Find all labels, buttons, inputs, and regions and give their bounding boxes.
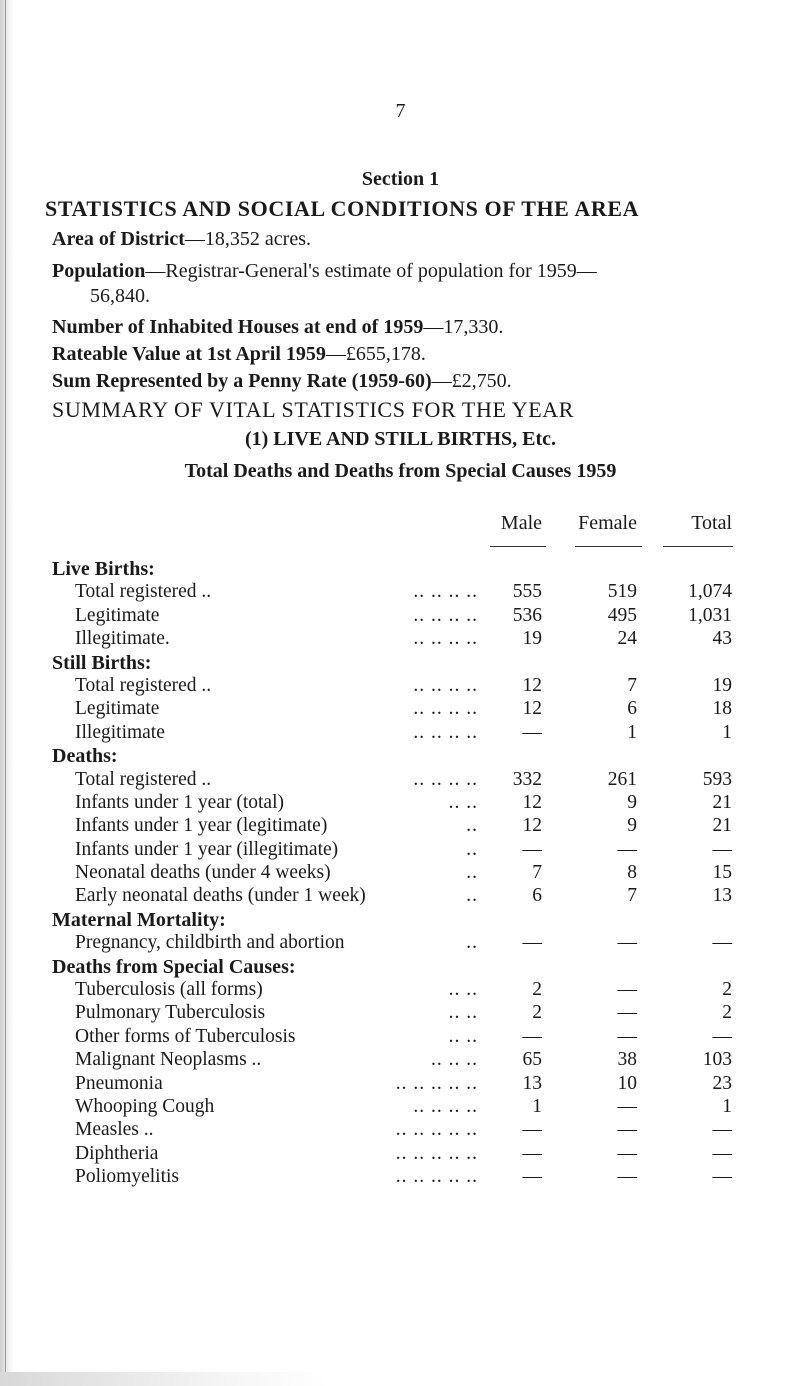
table-row xyxy=(0,1049,801,1072)
female-value: 495 xyxy=(607,604,637,626)
female-value: — xyxy=(617,1142,637,1164)
male-value: — xyxy=(522,932,542,954)
table-row xyxy=(0,1096,801,1119)
rateable-value: —£655,178. xyxy=(325,343,426,365)
male-value: 12 xyxy=(522,815,542,837)
female-value: — xyxy=(617,1095,637,1117)
area-label: Area of District xyxy=(52,228,185,250)
total-value: 15 xyxy=(712,862,732,884)
rateable-label: Rateable Value at 1st April 1959 xyxy=(52,343,326,365)
table-row xyxy=(0,932,801,955)
male-value: 19 xyxy=(522,628,542,650)
table-group-heading xyxy=(0,652,801,675)
leader-dots: .. xyxy=(466,862,478,884)
male-value: — xyxy=(522,1142,542,1164)
leader-dots: .. .. xyxy=(448,1002,478,1024)
subtitle-deaths: Total Deaths and Deaths from Special Causes 1959 xyxy=(184,460,617,482)
leader-dots: .. .. .. .. xyxy=(413,1095,478,1117)
female-value: 9 xyxy=(627,815,637,837)
table-row xyxy=(0,1119,801,1142)
population-label: Population xyxy=(52,260,146,282)
area-line xyxy=(52,228,311,251)
female-value: 7 xyxy=(627,885,637,907)
total-value: — xyxy=(712,1025,732,1047)
total-value: 2 xyxy=(722,1002,732,1024)
row-label: Total registered .. xyxy=(75,581,212,603)
table-row xyxy=(0,605,801,628)
male-value: 2 xyxy=(532,979,542,1001)
male-value: 2 xyxy=(532,1002,542,1024)
column-header-male: Male xyxy=(500,512,542,534)
leader-dots: .. .. .. .. .. xyxy=(395,1142,478,1164)
population-value-2: 56,840. xyxy=(90,285,150,307)
group-label: Deaths: xyxy=(52,745,118,768)
row-label: Infants under 1 year (total) xyxy=(75,791,284,813)
row-label: Illegitimate xyxy=(75,721,165,743)
female-value: — xyxy=(617,932,637,954)
total-value: 13 xyxy=(712,885,732,907)
total-value: 1 xyxy=(722,721,732,743)
row-label: Pulmonary Tuberculosis xyxy=(75,1002,266,1024)
total-value: 103 xyxy=(702,1049,732,1071)
female-value: — xyxy=(617,1002,637,1024)
table-row xyxy=(0,1026,801,1049)
leader-dots: .. .. .. .. xyxy=(413,581,478,603)
male-value: 555 xyxy=(512,581,542,603)
male-value: 1 xyxy=(532,1095,542,1117)
total-value: 1,031 xyxy=(688,604,732,626)
female-value: — xyxy=(617,1166,637,1188)
leader-dots: .. .. .. .. xyxy=(413,768,478,790)
male-value: — xyxy=(522,1119,542,1141)
population-line-2 xyxy=(52,285,150,308)
total-value: 19 xyxy=(712,674,732,696)
row-label: Other forms of Tuberculosis xyxy=(75,1025,296,1047)
row-label: Poliomyelitis xyxy=(75,1166,180,1188)
table-row xyxy=(0,815,801,838)
row-label: Early neonatal deaths (under 1 week) xyxy=(75,885,366,907)
table-row xyxy=(0,722,801,745)
female-value: — xyxy=(617,979,637,1001)
table-row xyxy=(0,862,801,885)
female-value: 38 xyxy=(617,1049,637,1071)
female-value: 261 xyxy=(607,768,637,790)
leader-dots: .. .. .. xyxy=(431,1049,478,1071)
row-label: Pneumonia xyxy=(75,1072,163,1094)
male-value: 332 xyxy=(512,768,542,790)
female-value: 8 xyxy=(627,862,637,884)
female-value: — xyxy=(617,1119,637,1141)
penny-rate-value: —£2,750. xyxy=(431,370,512,392)
row-label: Legitimate xyxy=(75,698,160,720)
female-value: — xyxy=(617,838,637,860)
table-group-heading xyxy=(0,909,801,932)
vital-statistics-table xyxy=(0,558,801,1190)
penny-rate-label: Sum Represented by a Penny Rate (1959-60) xyxy=(52,370,432,392)
male-value: — xyxy=(522,838,542,860)
population-line xyxy=(52,260,597,283)
female-column-rule xyxy=(575,546,642,547)
leader-dots: .. .. xyxy=(448,1025,478,1047)
houses-line xyxy=(52,316,503,339)
leader-dots: .. .. .. .. xyxy=(413,628,478,650)
table-row xyxy=(0,581,801,604)
leader-dots: .. .. .. .. xyxy=(413,698,478,720)
leader-dots: .. xyxy=(466,838,478,860)
total-column-rule xyxy=(663,546,733,547)
table-row xyxy=(0,979,801,1002)
group-label: Deaths from Special Causes: xyxy=(52,955,296,978)
leader-dots: .. .. xyxy=(448,979,478,1001)
row-label: Total registered .. xyxy=(75,674,212,696)
table-row xyxy=(0,839,801,862)
total-value: — xyxy=(712,1142,732,1164)
female-value: 1 xyxy=(627,721,637,743)
table-group-heading xyxy=(0,956,801,979)
female-value: 24 xyxy=(617,628,637,650)
population-value: —Registrar-General's estimate of population for 1959— xyxy=(145,260,597,282)
female-value: 6 xyxy=(627,698,637,720)
leader-dots: .. .. .. .. xyxy=(413,674,478,696)
leader-dots: .. .. .. .. xyxy=(413,721,478,743)
table-row xyxy=(0,885,801,908)
female-value: — xyxy=(617,1025,637,1047)
penny-rate-line xyxy=(52,370,512,393)
male-value: — xyxy=(522,721,542,743)
male-value: 13 xyxy=(522,1072,542,1094)
total-value: 1 xyxy=(722,1095,732,1117)
total-value: 21 xyxy=(712,815,732,837)
female-value: 7 xyxy=(627,674,637,696)
area-value: —18,352 acres. xyxy=(184,228,311,250)
female-value: 9 xyxy=(627,791,637,813)
leader-dots: .. .. .. .. .. xyxy=(395,1072,478,1094)
row-label: Illegitimate. xyxy=(75,628,170,650)
row-label: Whooping Cough xyxy=(75,1095,215,1117)
column-header-total: Total xyxy=(691,512,732,534)
row-label: Malignant Neoplasms .. xyxy=(75,1049,262,1071)
table-row xyxy=(0,698,801,721)
section-heading: Section 1 xyxy=(361,168,440,190)
female-value: 519 xyxy=(607,581,637,603)
male-column-rule xyxy=(490,546,546,547)
leader-dots: .. xyxy=(466,815,478,837)
leader-dots: .. xyxy=(466,932,478,954)
summary-title: SUMMARY OF VITAL STATISTICS FOR THE YEAR xyxy=(52,397,575,422)
row-label: Legitimate xyxy=(75,604,160,626)
male-value: 12 xyxy=(522,698,542,720)
group-label: Maternal Mortality: xyxy=(52,908,226,931)
total-value: 2 xyxy=(722,979,732,1001)
row-label: Infants under 1 year (illegitimate) xyxy=(75,838,339,860)
table-row xyxy=(0,1166,801,1189)
row-label: Neonatal deaths (under 4 weeks) xyxy=(75,862,331,884)
total-value: 23 xyxy=(712,1072,732,1094)
total-value: 18 xyxy=(712,698,732,720)
leader-dots: .. .. .. .. .. xyxy=(395,1166,478,1188)
male-value: 12 xyxy=(522,674,542,696)
male-value: 536 xyxy=(512,604,542,626)
table-row xyxy=(0,628,801,651)
male-value: 6 xyxy=(532,885,542,907)
row-label: Total registered .. xyxy=(75,768,212,790)
table-group-heading xyxy=(0,558,801,581)
leader-dots: .. .. .. .. .. xyxy=(395,1119,478,1141)
male-value: — xyxy=(522,1025,542,1047)
table-row xyxy=(0,792,801,815)
table-row xyxy=(0,1002,801,1025)
leader-dots: .. .. xyxy=(448,791,478,813)
total-value: — xyxy=(712,838,732,860)
leader-dots: .. .. .. .. xyxy=(413,604,478,626)
page-number: 7 xyxy=(395,100,406,122)
total-value: — xyxy=(712,932,732,954)
table-row xyxy=(0,675,801,698)
total-value: 1,074 xyxy=(688,581,732,603)
rateable-line xyxy=(52,343,426,366)
row-label: Infants under 1 year (legitimate) xyxy=(75,815,328,837)
group-label: Live Births: xyxy=(52,558,155,580)
total-value: 43 xyxy=(712,628,732,650)
row-label: Measles .. xyxy=(75,1119,154,1141)
male-value: — xyxy=(522,1166,542,1188)
total-value: 21 xyxy=(712,791,732,813)
row-label: Pregnancy, childbirth and abortion xyxy=(75,932,345,954)
houses-label: Number of Inhabited Houses at end of 1959 xyxy=(52,316,424,338)
main-title: STATISTICS AND SOCIAL CONDITIONS OF THE AREA xyxy=(45,196,640,221)
male-value: 7 xyxy=(532,862,542,884)
column-header-female: Female xyxy=(578,512,637,534)
leader-dots: .. xyxy=(466,885,478,907)
male-value: 65 xyxy=(522,1049,542,1071)
row-label: Tuberculosis (all forms) xyxy=(75,979,263,1001)
houses-value: —17,330. xyxy=(423,316,504,338)
row-label: Diphtheria xyxy=(75,1142,159,1164)
table-row xyxy=(0,1143,801,1166)
female-value: 10 xyxy=(617,1072,637,1094)
male-value: 12 xyxy=(522,791,542,813)
total-value: 593 xyxy=(702,768,732,790)
group-label: Still Births: xyxy=(52,651,152,674)
total-value: — xyxy=(712,1166,732,1188)
table-row xyxy=(0,1073,801,1096)
table-row xyxy=(0,769,801,792)
subtitle-births: (1) LIVE AND STILL BIRTHS, Etc. xyxy=(244,428,557,450)
table-group-heading xyxy=(0,745,801,768)
scan-smudge xyxy=(0,1372,330,1386)
total-value: — xyxy=(712,1119,732,1141)
